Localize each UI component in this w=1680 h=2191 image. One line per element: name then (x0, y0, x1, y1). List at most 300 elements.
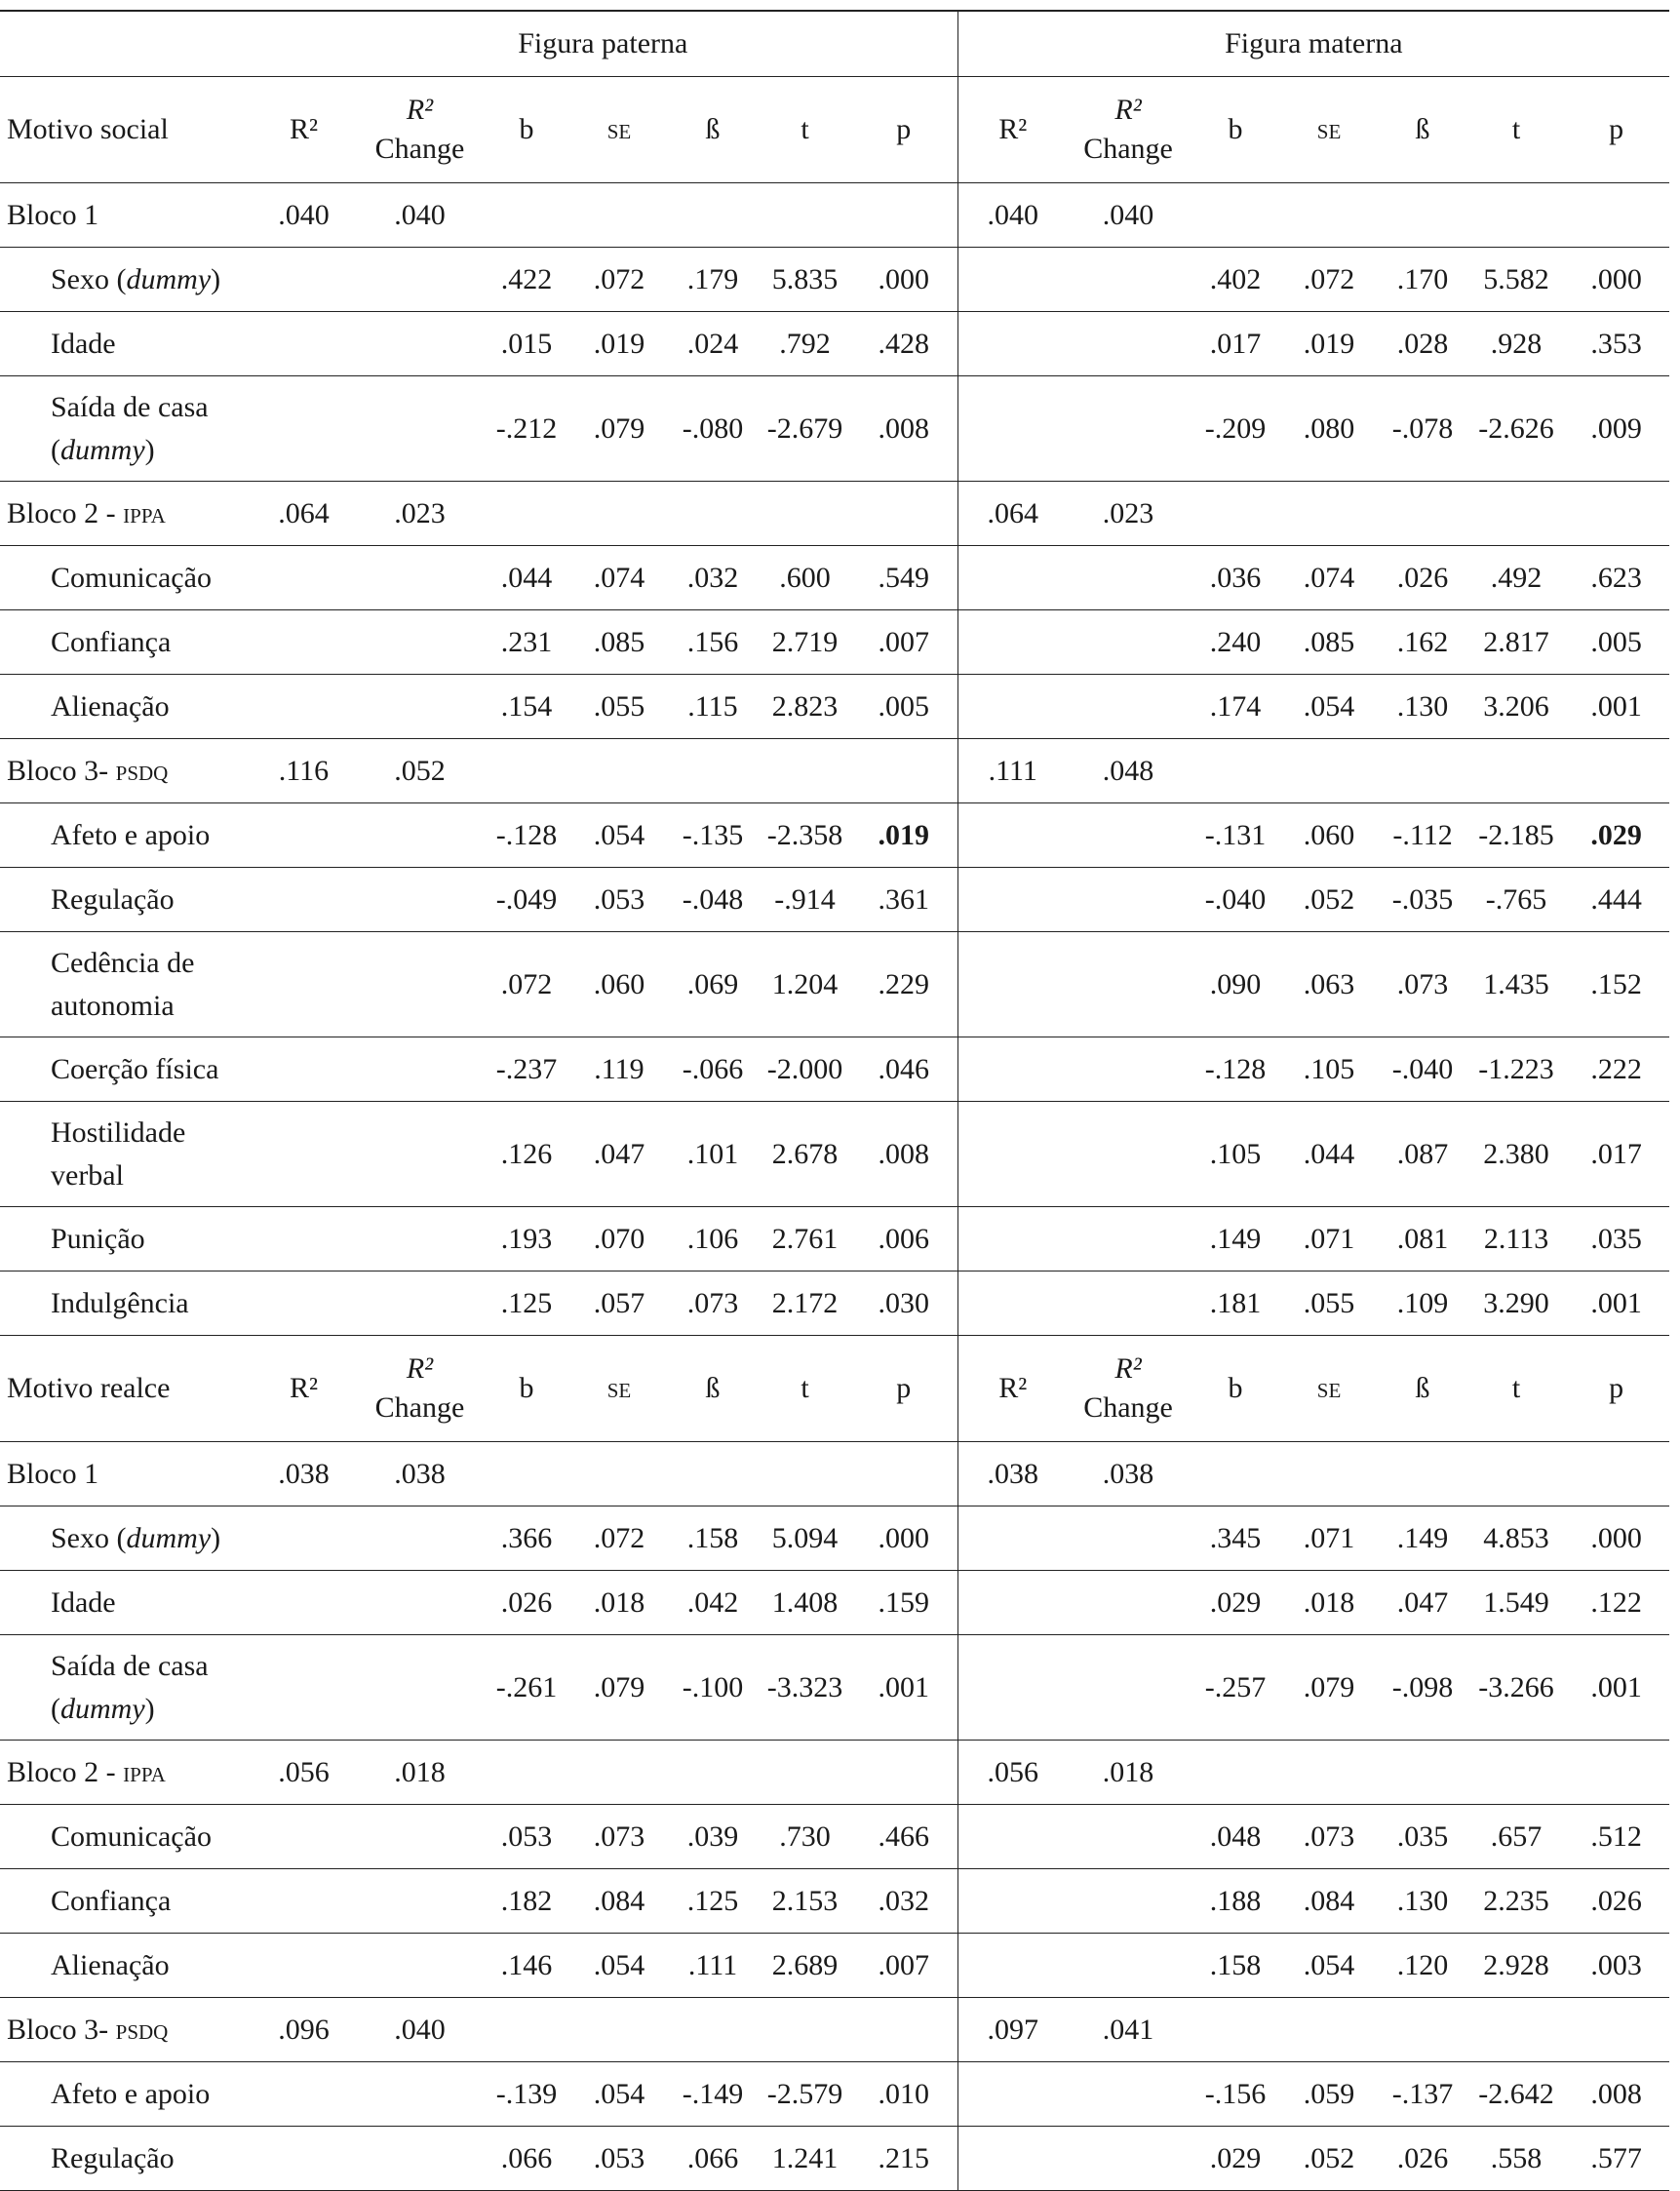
table-row (0, 610, 1669, 675)
cell-t-value: 2.678 (771, 1137, 839, 1170)
cell-r2c (359, 610, 481, 675)
cell-t-value: 5.835 (771, 262, 839, 295)
cell-se (1282, 2127, 1376, 2191)
cell-se (1282, 1998, 1376, 2062)
col-r2-label: R² (289, 1372, 318, 1404)
cell-se (1282, 932, 1376, 1037)
col-t-label: t (801, 113, 809, 145)
cell-se-value: .074 (1303, 561, 1355, 594)
cell-r2c (359, 932, 481, 1037)
cell-b (1189, 1805, 1282, 1869)
col-r2c-top: R² (1114, 1352, 1142, 1385)
block-row (0, 183, 1669, 248)
cell-t (760, 376, 850, 482)
cell-beta (666, 376, 760, 482)
cell-b (481, 546, 572, 610)
row-label-text: Idade (51, 327, 116, 360)
cell-p (1563, 739, 1669, 803)
cell-t-value: 2.172 (771, 1286, 839, 1319)
cell-se (1282, 1207, 1376, 1272)
cell-se (1282, 739, 1376, 803)
cell-p-value: .353 (1590, 327, 1642, 360)
cell-b-value: .422 (500, 262, 553, 295)
cell-r2 (249, 1998, 359, 2062)
cell-beta-value: .170 (1396, 262, 1449, 295)
cell-p (1563, 803, 1669, 868)
cell-se (1282, 1272, 1376, 1336)
col-r2-label: R² (289, 113, 318, 145)
cell-beta-value: .109 (1396, 1286, 1449, 1319)
cell-t (760, 1998, 850, 2062)
cell-se-value: .105 (1303, 1052, 1355, 1085)
cell-se (572, 675, 666, 739)
cell-t (760, 1869, 850, 1934)
cell-r2 (957, 2127, 1068, 2191)
cell-beta (1376, 1506, 1469, 1571)
cell-t (1469, 1635, 1563, 1741)
cell-b (481, 1272, 572, 1336)
col-r2c-top: R² (1114, 94, 1142, 126)
cell-p (1563, 482, 1669, 546)
cell-r2 (957, 1998, 1068, 2062)
cell-b-value: .193 (500, 1222, 553, 1255)
cell-b (1189, 868, 1282, 932)
cell-p (1563, 248, 1669, 312)
cell-r2-value: .116 (278, 754, 330, 787)
table-row (0, 1272, 1669, 1336)
col-r2 (957, 77, 1068, 183)
col-p (850, 1336, 957, 1442)
row-label-text: Punição (51, 1222, 145, 1255)
cell-p-value: .000 (1590, 262, 1642, 295)
col-r2 (957, 1336, 1068, 1442)
cell-beta (666, 803, 760, 868)
cell-p-value: .000 (878, 1521, 930, 1554)
cell-b (1189, 546, 1282, 610)
cell-p (850, 1998, 957, 2062)
cell-beta (1376, 482, 1469, 546)
cell-r2 (957, 739, 1068, 803)
cell-p (850, 312, 957, 376)
cell-t (1469, 1998, 1563, 2062)
cell-r2c (359, 1506, 481, 1571)
row-label (0, 376, 249, 482)
cell-r2c-value: .023 (394, 496, 446, 529)
cell-beta (666, 248, 760, 312)
col-beta-label: ß (1415, 113, 1430, 145)
cell-p (1563, 1869, 1669, 1934)
cell-r2c (1068, 1741, 1189, 1805)
row-label-text: Bloco 2 - (7, 1755, 124, 1788)
col-se (1282, 77, 1376, 183)
cell-t (1469, 1037, 1563, 1102)
cell-beta (666, 2062, 760, 2127)
cell-r2c (359, 2127, 481, 2191)
block-row (0, 1998, 1669, 2062)
cell-t (760, 1102, 850, 1207)
cell-b (481, 1934, 572, 1998)
cell-r2c-value: .038 (394, 1457, 446, 1490)
cell-se-value: .054 (593, 818, 645, 851)
cell-r2c (359, 1207, 481, 1272)
cell-se (572, 312, 666, 376)
cell-beta (666, 1998, 760, 2062)
cell-b (481, 1741, 572, 1805)
cell-b (481, 868, 572, 932)
col-p (850, 77, 957, 183)
cell-beta-value: .120 (1396, 1948, 1449, 1981)
cell-r2c (1068, 2127, 1189, 2191)
cell-r2 (249, 1635, 359, 1741)
cell-b-value: .066 (500, 2141, 553, 2174)
col-p (1563, 77, 1669, 183)
cell-beta-value: .073 (686, 1286, 739, 1319)
block-row (0, 739, 1669, 803)
cell-b (481, 2127, 572, 2191)
cell-t (1469, 376, 1563, 482)
row-label-text: Hostilidade (51, 1115, 186, 1149)
cell-t-value: .558 (1490, 2141, 1543, 2174)
cell-se-value: .079 (593, 411, 645, 445)
table-row (0, 1869, 1669, 1934)
cell-p-value: .005 (878, 689, 930, 723)
cell-b-value: .188 (1209, 1884, 1262, 1917)
table-row (0, 1635, 1669, 1741)
cell-t (760, 868, 850, 932)
cell-p-value: .026 (1590, 1884, 1642, 1917)
group-mother: Figura materna (957, 11, 1669, 77)
cell-p-value: .007 (878, 625, 930, 658)
cell-b-value: -.128 (1204, 1052, 1267, 1085)
row-label (0, 1272, 249, 1336)
cell-b (1189, 1635, 1282, 1741)
cell-beta (1376, 1442, 1469, 1506)
col-t (760, 77, 850, 183)
cell-se-value: .085 (593, 625, 645, 658)
row-label (0, 1635, 249, 1741)
cell-p-value: .010 (878, 2077, 930, 2110)
cell-t-value: 2.761 (771, 1222, 839, 1255)
cell-se (572, 610, 666, 675)
cell-p-value: .512 (1590, 1819, 1642, 1853)
col-b (1189, 77, 1282, 183)
cell-t-value: 3.290 (1483, 1286, 1549, 1319)
cell-p-value: .017 (1590, 1137, 1642, 1170)
row-label-text: Saída de casa (51, 390, 209, 423)
cell-b (1189, 2127, 1282, 2191)
cell-beta-value: .106 (686, 1222, 739, 1255)
cell-beta (666, 1934, 760, 1998)
section-title (0, 1336, 249, 1442)
row-label (0, 2127, 249, 2191)
table-row (0, 312, 1669, 376)
cell-t-value: -3.266 (1478, 1670, 1554, 1703)
col-se (572, 1336, 666, 1442)
cell-r2 (957, 1805, 1068, 1869)
cell-beta-value: -.137 (1391, 2077, 1454, 2110)
cell-se-value: .018 (1303, 1585, 1355, 1619)
cell-beta (666, 675, 760, 739)
row-label (0, 546, 249, 610)
cell-beta-value: .026 (1396, 561, 1449, 594)
cell-t-value: -.765 (1485, 882, 1547, 916)
cell-se (1282, 803, 1376, 868)
col-beta (1376, 1336, 1469, 1442)
cell-r2-value: .040 (278, 198, 330, 231)
cell-b (481, 739, 572, 803)
table-row (0, 1506, 1669, 1571)
table-row (0, 1037, 1669, 1102)
cell-p-value: .003 (1590, 1948, 1642, 1981)
cell-p (850, 1442, 957, 1506)
cell-beta (1376, 1207, 1469, 1272)
cell-se (572, 376, 666, 482)
cell-beta-value: -.098 (1391, 1670, 1454, 1703)
cell-beta (666, 312, 760, 376)
cell-r2c (1068, 2062, 1189, 2127)
cell-beta (666, 1635, 760, 1741)
cell-b (481, 1037, 572, 1102)
cell-beta-value: -.149 (682, 2077, 744, 2110)
cell-t-value: .492 (1490, 561, 1543, 594)
cell-b (1189, 482, 1282, 546)
cell-t-value: -2.579 (766, 2077, 843, 2110)
cell-p (1563, 376, 1669, 482)
cell-beta (666, 1805, 760, 1869)
row-label (0, 482, 249, 546)
cell-beta-value: .066 (686, 2141, 739, 2174)
cell-b-value: .231 (500, 625, 553, 658)
cell-b (1189, 312, 1282, 376)
cell-beta-value: .162 (1396, 625, 1449, 658)
cell-p-value: .009 (1590, 411, 1642, 445)
cell-r2c (1068, 1037, 1189, 1102)
row-label-line2: autonomia (51, 989, 175, 1022)
cell-se (572, 1741, 666, 1805)
cell-t-value: -3.323 (766, 1670, 843, 1703)
cell-b-value: -.049 (495, 882, 558, 916)
cell-beta-value: .028 (1396, 327, 1449, 360)
cell-beta (666, 183, 760, 248)
col-r2c-bottom: Change (374, 133, 465, 165)
cell-t (1469, 1272, 1563, 1336)
cell-se (1282, 248, 1376, 312)
cell-b (481, 932, 572, 1037)
cell-se-value: .074 (593, 561, 645, 594)
col-t (760, 1336, 850, 1442)
cell-b (481, 1506, 572, 1571)
cell-r2c (1068, 610, 1189, 675)
cell-b (1189, 1102, 1282, 1207)
col-p-label: p (896, 113, 912, 145)
row-label-tail: ) (144, 1692, 155, 1725)
cell-beta-value: -.112 (1392, 818, 1453, 851)
cell-r2c-value: .040 (394, 2013, 446, 2046)
cell-se-value: .018 (593, 1585, 645, 1619)
cell-t (1469, 803, 1563, 868)
cell-r2 (957, 376, 1068, 482)
cell-t-value: 2.823 (771, 689, 839, 723)
row-label-text: Confiança (51, 625, 172, 658)
row-label-italic: dummy (60, 1692, 145, 1725)
cell-se (572, 1442, 666, 1506)
cell-t (1469, 2127, 1563, 2191)
cell-se (572, 482, 666, 546)
cell-b (481, 1998, 572, 2062)
cell-beta (666, 739, 760, 803)
table-row (0, 932, 1669, 1037)
cell-r2c (1068, 1506, 1189, 1571)
cell-t-value: 3.206 (1483, 689, 1549, 723)
row-label-tail: ) (144, 433, 155, 466)
cell-p-value: .001 (1590, 1670, 1642, 1703)
cell-p (1563, 2127, 1669, 2191)
cell-p-value: .008 (1590, 2077, 1642, 2110)
cell-se-value: .047 (593, 1137, 645, 1170)
row-label (0, 312, 249, 376)
cell-b (1189, 1869, 1282, 1934)
cell-p-value: .001 (878, 1670, 930, 1703)
cell-b-value: -.257 (1204, 1670, 1267, 1703)
cell-b-value: .174 (1209, 689, 1262, 723)
cell-t (760, 1934, 850, 1998)
row-label-text: Sexo ( (51, 262, 127, 295)
cell-se (1282, 675, 1376, 739)
col-r2-change (359, 1336, 481, 1442)
col-t-label: t (1511, 113, 1521, 145)
cell-t (760, 1272, 850, 1336)
cell-t (1469, 610, 1563, 675)
cell-t-value: -.914 (774, 882, 836, 916)
cell-se (572, 1506, 666, 1571)
cell-t-value: 2.689 (771, 1948, 839, 1981)
cell-t-value: -2.626 (1478, 411, 1554, 445)
cell-beta (666, 610, 760, 675)
cell-beta (666, 1869, 760, 1934)
cell-r2 (249, 312, 359, 376)
cell-t-value: .792 (779, 327, 831, 360)
cell-r2 (957, 1442, 1068, 1506)
cell-b (1189, 1571, 1282, 1635)
cell-b-value: .053 (500, 1819, 553, 1853)
cell-p (1563, 1934, 1669, 1998)
cell-beta (1376, 248, 1469, 312)
cell-beta (1376, 1635, 1469, 1741)
cell-r2 (957, 610, 1068, 675)
cell-b-value: .105 (1209, 1137, 1262, 1170)
cell-r2 (957, 1102, 1068, 1207)
cell-p (1563, 1571, 1669, 1635)
cell-p (1563, 1635, 1669, 1741)
cell-t (1469, 1805, 1563, 1869)
cell-beta (666, 2127, 760, 2191)
table-row (0, 1934, 1669, 1998)
cell-se-value: .072 (1303, 262, 1355, 295)
cell-se (572, 2062, 666, 2127)
col-r2c-bottom: Change (374, 1391, 465, 1424)
cell-r2c-value: .048 (1102, 754, 1154, 787)
cell-p-value: .000 (1590, 1521, 1642, 1554)
table-row (0, 248, 1669, 312)
row-label-tail: ) (211, 262, 221, 295)
cell-beta (1376, 932, 1469, 1037)
cell-beta-value: .026 (1396, 2141, 1449, 2174)
cell-beta-value: .069 (686, 967, 739, 1000)
row-label-text: Comunicação (51, 561, 212, 594)
cell-se (1282, 1635, 1376, 1741)
cell-b-value: -.040 (1204, 882, 1267, 916)
row-label-text: Bloco 1 (7, 1457, 99, 1490)
col-b-label: b (519, 113, 534, 145)
row-label-abbr: psdq (115, 2013, 169, 2046)
cell-t-value: .657 (1490, 1819, 1543, 1853)
cell-r2 (249, 1571, 359, 1635)
col-b-label: b (519, 1372, 534, 1404)
table-row (0, 2127, 1669, 2191)
cell-p (1563, 312, 1669, 376)
cell-r2c (359, 1102, 481, 1207)
cell-beta (1376, 1934, 1469, 1998)
cell-r2 (249, 803, 359, 868)
col-beta-label: ß (705, 1372, 721, 1404)
block-row (0, 1741, 1669, 1805)
cell-beta (1376, 2127, 1469, 2191)
col-r2-change (1068, 1336, 1189, 1442)
cell-r2 (249, 868, 359, 932)
cell-beta (666, 1272, 760, 1336)
row-label-text: Comunicação (51, 1819, 212, 1853)
cell-p-value: .007 (878, 1948, 930, 1981)
cell-p (850, 376, 957, 482)
cell-b-value: .146 (500, 1948, 553, 1981)
cell-beta (1376, 1998, 1469, 2062)
cell-se-value: .059 (1303, 2077, 1355, 2110)
row-label-abbr: ippa (123, 1755, 166, 1788)
cell-b (481, 803, 572, 868)
cell-t-value: 2.235 (1483, 1884, 1549, 1917)
cell-se-value: .052 (1303, 882, 1355, 916)
row-label-text: Saída de casa (51, 1649, 209, 1682)
cell-se (572, 1635, 666, 1741)
col-b-label: b (1228, 113, 1243, 145)
col-r2-change (1068, 77, 1189, 183)
cell-t (1469, 312, 1563, 376)
col-t (1469, 77, 1563, 183)
col-r2-label: R² (998, 113, 1028, 145)
cell-beta (1376, 739, 1469, 803)
cell-t (1469, 248, 1563, 312)
cell-r2c (359, 1571, 481, 1635)
cell-b-value: .149 (1209, 1222, 1262, 1255)
cell-b (1189, 803, 1282, 868)
col-p-label: p (1609, 113, 1624, 145)
cell-r2c (359, 1805, 481, 1869)
cell-r2 (249, 482, 359, 546)
cell-p-value: .215 (878, 2141, 930, 2174)
cell-t (760, 546, 850, 610)
cell-t-value: 1.408 (771, 1585, 839, 1619)
cell-p-value: .029 (1590, 818, 1642, 851)
cell-b (481, 1635, 572, 1741)
cell-p (1563, 546, 1669, 610)
cell-beta-value: .115 (687, 689, 738, 723)
cell-beta-value: -.035 (1391, 882, 1454, 916)
cell-r2c (359, 2062, 481, 2127)
cell-p (1563, 1506, 1669, 1571)
cell-t (1469, 546, 1563, 610)
cell-p (850, 1934, 957, 1998)
col-t-label: t (801, 1372, 809, 1404)
